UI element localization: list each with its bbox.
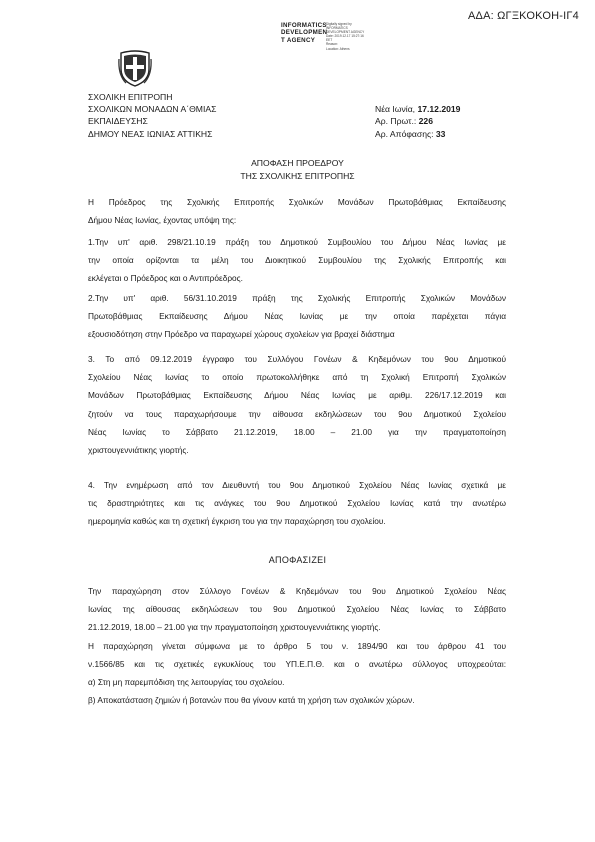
paragraph-line: Πρωτοβάθμιας Εκπαίδευσης Δήμου Νέας Ιωνίας με την οποία παρέχεται πάγια xyxy=(88,311,506,322)
paragraph-line: β) Αποκατάσταση ζημιών ή βοτανών που θα γίνουν κατά τη χρήση των σχολικών χώρων. xyxy=(88,695,415,706)
paragraph-line: εξουσιοδότηση στην Πρόεδρο να παραχωρεί χώρους σχολείων για βραχεί διάστημα xyxy=(88,329,395,340)
signature-detail-line: Reason: xyxy=(326,42,338,47)
document-title xyxy=(0,157,595,182)
issuer-block xyxy=(88,91,216,140)
paragraph-line: Δήμου Νέας Ιωνίας, έχοντας υπόψη της: xyxy=(88,215,237,226)
paragraph-line: Σχολείου Νέας Ιωνίας το οποίο πρωτοκολλήθηκε από τη Σχολική Επιτροπή Σχολικών xyxy=(88,372,506,383)
consideration-item-2 xyxy=(88,289,506,344)
decision-paragraph xyxy=(88,582,506,709)
paragraph-line: ζητούν να τους παραχωρήσουμε την αίθουσα εκδηλώσεων του 9ου Δημοτικού Σχολείου xyxy=(88,408,506,419)
issuer-line: ΣΧΟΛΙΚΗ ΕΠΙΤΡΟΠΗ xyxy=(88,92,173,102)
paragraph-line: α) Στη μη παρεμπόδιση της λειτουργίας του σχολείου. xyxy=(88,677,285,688)
paragraph-line: Η παραχώρηση γίνεται σύμφωνα με το άρθρο 5 του ν. 1894/90 και του άρθρου 41 του xyxy=(88,640,506,651)
paragraph-line: Ιωνίας της αίθουσας εκδηλώσεων του 9ου Δημοτικού Σχολείου Νέας Ιωνίας το Σάββατο xyxy=(88,604,506,615)
signature-title-line: DEVELOPMEN xyxy=(281,29,328,37)
consideration-item-1 xyxy=(88,233,506,288)
paragraph-line: εκλέγεται ο Πρόεδρος και ο Αντιπρόεδρος. xyxy=(88,273,243,284)
decides-heading: ΑΠΟΦΑΣΙΖΕΙ xyxy=(268,555,327,565)
place-label: Νέα Ιωνία, xyxy=(375,104,418,114)
paragraph-line: την οποία ορίζονται τα μέλη του Διοικητικού Συμβουλίου της Σχολικής Επιτροπής και xyxy=(88,255,506,266)
digital-signature-details xyxy=(326,22,364,51)
title-line: ΤΗΣ ΣΧΟΛΙΚΗΣ ΕΠΙΤΡΟΠΗΣ xyxy=(240,170,355,181)
paragraph-line: Μονάδων Πρωτοβάθμιας Εκπαίδευσης Δήμου Νέας Ιωνίας με αριθμ. 226/17.12.2019 και xyxy=(88,390,506,401)
signature-detail-line: EET xyxy=(326,38,333,43)
paragraph-line: 2.Την υπ' αριθ. 56/31.10.2019 πράξη της Σχολικής Επιτροπής Σχολικών Μονάδων xyxy=(88,293,506,303)
signature-detail-line: Digitally signed by xyxy=(326,22,352,26)
place-date-line xyxy=(375,103,460,115)
paragraph-line: τις δραστηριότητες και τις ανάγκες του 9ου Δημοτικού Σχολείου Ιωνίας κατά την ανωτέρω xyxy=(88,498,506,509)
consideration-item-3 xyxy=(88,350,506,459)
consideration-item-4 xyxy=(88,476,506,531)
paragraph-line: Νέας Ιωνίας το Σάββατο 21.12.2019, 18.00 – 21.00 για την πραγματοποίηση xyxy=(88,426,506,437)
decision-number-line xyxy=(375,128,460,140)
paragraph-line: 3. Το από 09.12.2019 έγγραφο του Συλλόγου Γονέων & Κηδεμόνων του 9ου Δημοτικού xyxy=(88,354,506,364)
signature-detail-line: Date: 2019.12.17 15:27:16 xyxy=(326,34,364,39)
document-date: 17.12.2019 xyxy=(417,104,461,114)
signature-detail-line: DEVELOPMENT AGENCY xyxy=(326,30,365,35)
paragraph-line: ημερομηνία καθώς και τη σχετική έγκριση του για την παραχώρηση του σχολείου. xyxy=(88,516,386,527)
signature-detail-line: INFORMATICS xyxy=(326,26,348,31)
issuer-line: ΣΧΟΛΙΚΩΝ ΜΟΝΑΔΩΝ Α΄ΘΜΙΑΣ xyxy=(88,104,217,115)
greek-coat-of-arms-icon xyxy=(118,49,152,87)
decision-number-label: Αρ. Απόφασης: xyxy=(375,128,436,139)
signature-title-line: T AGENCY xyxy=(281,36,316,44)
protocol-label: Αρ. Πρωτ.: xyxy=(375,116,419,127)
paragraph-line: Την παραχώρηση στον Σύλλογο Γονέων & Κηδεμόνων του 9ου Δημοτικού Σχολείου Νέας xyxy=(88,586,506,596)
title-line: ΑΠΟΦΑΣΗ ΠΡΟΕΔΡΟΥ xyxy=(251,158,344,168)
ada-code: ΑΔΑ: ΩΓΞΚΟΚΟΗ-ΙΓ4 xyxy=(468,10,579,22)
protocol-line xyxy=(375,115,460,127)
reference-block xyxy=(375,103,460,140)
paragraph-line: Η Πρόεδρος της Σχολικής Επιτροπής Σχολικών Μονάδων Πρωτοβάθμιας Εκπαίδευσης xyxy=(88,197,506,207)
paragraph-line: χριστουγεννιάτικης γιορτής. xyxy=(88,445,189,456)
signature-title-line: INFORMATICS xyxy=(281,22,327,29)
decision-number: 33 xyxy=(435,128,446,139)
paragraph-line: 21.12.2019, 18.00 – 21.00 για την πραγματοποίηση χριστουγεννιάτικης γιορτής. xyxy=(88,622,381,633)
paragraph-line: ν.1566/85 και τις σχετικές εγκυκλίους του ΥΠ.Ε.Π.Θ. και ο ανωτέρω σύλλογος υποχρεούται: xyxy=(88,658,506,669)
digital-signature-title xyxy=(281,22,327,44)
protocol-number: 226 xyxy=(418,116,433,127)
issuer-line: ΕΚΠΑΙΔΕΥΣΗΣ xyxy=(88,116,148,127)
paragraph-line: 4. Την ενημέρωση από τον Διευθυντή του 9ου Δημοτικού Σχολείου Νέας Ιωνίας σχετικά με xyxy=(88,480,506,490)
paragraph-line: 1.Την υπ' αριθ. 298/21.10.19 πράξη του Δημοτικού Συμβουλίου του Δήμου Νέας Ιωνίας με xyxy=(88,237,506,247)
signature-detail-line: Location: Athens xyxy=(326,46,350,51)
intro-paragraph xyxy=(88,193,506,229)
issuer-line: ΔΗΜΟΥ ΝΕΑΣ ΙΩΝΙΑΣ ΑΤΤΙΚΗΣ xyxy=(88,128,213,139)
